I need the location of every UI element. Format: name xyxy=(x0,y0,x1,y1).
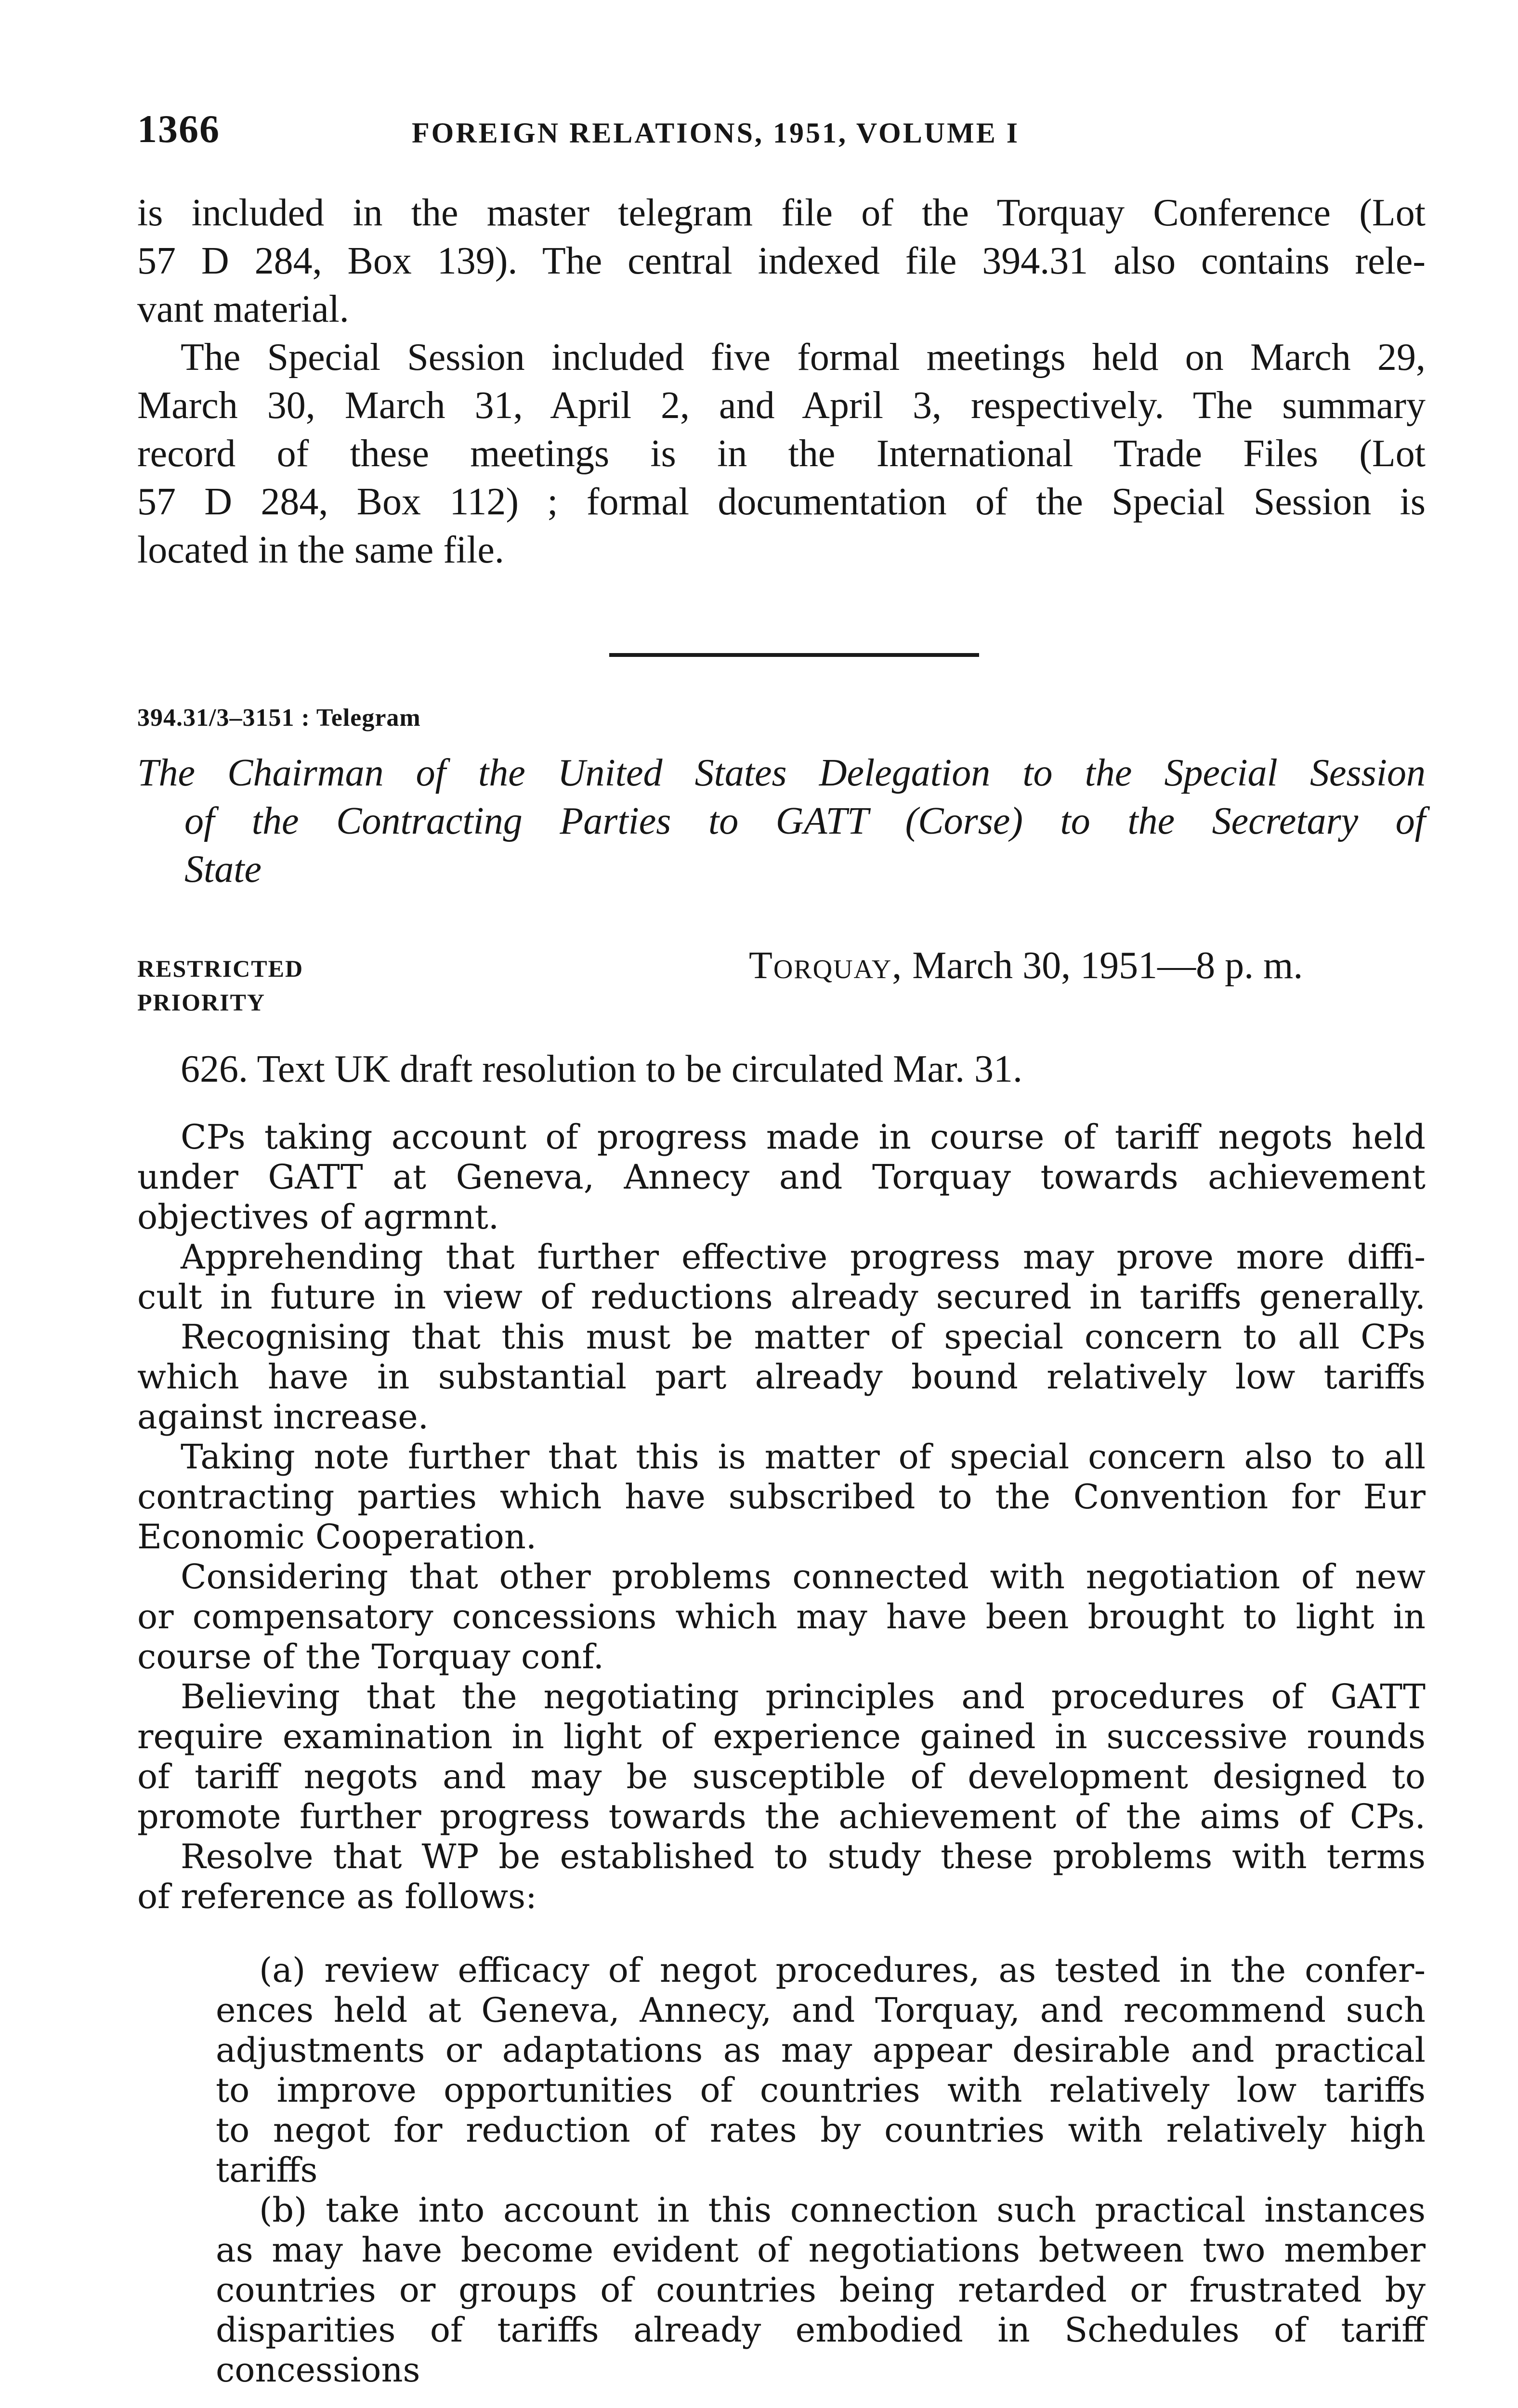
text-line: Apprehending that further effective progress may prove more diffi- xyxy=(181,1237,1426,1277)
terms-item-a xyxy=(216,1950,1426,2190)
resolution-paragraph xyxy=(137,1237,1426,1317)
telegram-opening xyxy=(137,1045,1426,1093)
text-line: against increase. xyxy=(137,1397,429,1437)
dateline-place: Torquay, xyxy=(749,944,903,987)
resolution-paragraph xyxy=(137,1317,1426,1437)
text-line: vant material. xyxy=(137,288,349,330)
text-line: 57 D 284, Box 112) ; formal documentation of the Special Session is xyxy=(137,481,1426,523)
title-line: State xyxy=(184,848,262,890)
text-line: or compensatory concessions which may have been brought to light in xyxy=(137,1597,1426,1636)
text-line: ences held at Geneva, Annecy, and Torquay, and recommend such xyxy=(216,1990,1426,2030)
text-line: course of the Torquay conf. xyxy=(137,1637,604,1676)
text-line: of tariff negots and may be susceptible of development designed to xyxy=(137,1757,1426,1796)
resolution-paragraph xyxy=(137,1557,1426,1677)
text-line: contracting parties which have subscribed to the Convention for Eur xyxy=(137,1477,1426,1517)
resolution-paragraph xyxy=(137,1117,1426,1237)
text-line: (a) review efficacy of negot procedures, as tested in the confer- xyxy=(259,1950,1426,1990)
text-line: Believing that the negotiating principles and procedures of GATT xyxy=(181,1677,1426,1716)
text-line: 626. Text UK draft resolution to be circulated Mar. 31. xyxy=(181,1048,1023,1090)
resolution-paragraph xyxy=(137,1437,1426,1557)
text-line: Resolve that WP be established to study these problems with terms xyxy=(181,1837,1426,1876)
classification-priority: PRIORITY xyxy=(137,989,266,1016)
title-line: The Chairman of the United States Delegation to the Special Session xyxy=(137,752,1426,794)
section-divider xyxy=(609,653,979,657)
text-line: as may have become evident of negotiations between two member xyxy=(216,2230,1426,2270)
resolution-paragraph xyxy=(137,1837,1426,1917)
classification-restricted: RESTRICTED xyxy=(137,955,304,982)
document-title xyxy=(137,749,1426,893)
dateline xyxy=(749,942,1303,990)
text-line: located in the same file. xyxy=(137,529,504,571)
text-line: Considering that other problems connected with negotiation of new xyxy=(181,1557,1426,1597)
text-line: require examination in light of experience gained in successive rounds xyxy=(137,1717,1426,1756)
resolution-paragraph xyxy=(137,1677,1426,1837)
terms-item-b xyxy=(216,2190,1426,2390)
text-line: promote further progress towards the achievement of the aims of CPs. xyxy=(137,1797,1426,1836)
dateline-date: March 30, 1951—8 p. m. xyxy=(912,944,1303,987)
page-number: 1366 xyxy=(137,107,220,151)
text-line: to improve opportunities of countries with relatively low tariffs xyxy=(216,2070,1426,2110)
text-line: record of these meetings is in the International Trade Files (Lot xyxy=(137,432,1426,475)
text-line: which have in substantial part already bound relatively low tariffs xyxy=(137,1357,1426,1397)
text-line: under GATT at Geneva, Annecy and Torquay towards achievement xyxy=(137,1157,1426,1197)
text-line: Taking note further that this is matter of special concern also to all xyxy=(181,1437,1426,1477)
text-line: concessions xyxy=(216,2350,420,2390)
text-line: March 30, March 31, April 2, and April 3, respectively. The summary xyxy=(137,384,1426,427)
text-line: disparities of tariffs already embodied in Schedules of tariff xyxy=(216,2310,1426,2350)
title-line: of the Contracting Parties to GATT (Corse) to the Secretary of xyxy=(184,800,1426,842)
running-title: FOREIGN RELATIONS, 1951, VOLUME I xyxy=(412,117,1020,149)
text-line: to negot for reduction of rates by countries with relatively high xyxy=(216,2110,1426,2150)
text-line: (b) take into account in this connection such practical instances xyxy=(259,2190,1426,2230)
text-line: CPs taking account of progress made in course of tariff negots held xyxy=(181,1117,1426,1157)
intro-paragraph-1 xyxy=(137,189,1426,333)
text-line: Recognising that this must be matter of special concern to all CPs xyxy=(181,1317,1426,1357)
text-line: objectives of agrmnt. xyxy=(137,1197,499,1237)
text-line: cult in future in view of reductions already secured in tariffs generally. xyxy=(137,1277,1426,1317)
text-line: 57 D 284, Box 139). The central indexed file 394.31 also contains rele- xyxy=(137,240,1426,282)
text-line: adjustments or adaptations as may appear desirable and practical xyxy=(216,2030,1426,2070)
terms-of-reference xyxy=(216,1950,1426,2390)
text-line: The Special Session included five formal meetings held on March 29, xyxy=(181,336,1426,379)
file-reference: 394.31/3–3151 : Telegram xyxy=(137,704,421,732)
text-line: is included in the master telegram file of the Torquay Conference (Lot xyxy=(137,192,1426,234)
text-line: countries or groups of countries being retarded or frustrated by xyxy=(216,2270,1426,2310)
resolution-body xyxy=(137,1117,1426,1917)
text-line: of reference as follows: xyxy=(137,1877,537,1916)
text-line: tariffs xyxy=(216,2150,318,2190)
intro-paragraph-2 xyxy=(137,333,1426,574)
text-line: Economic Cooperation. xyxy=(137,1517,537,1557)
